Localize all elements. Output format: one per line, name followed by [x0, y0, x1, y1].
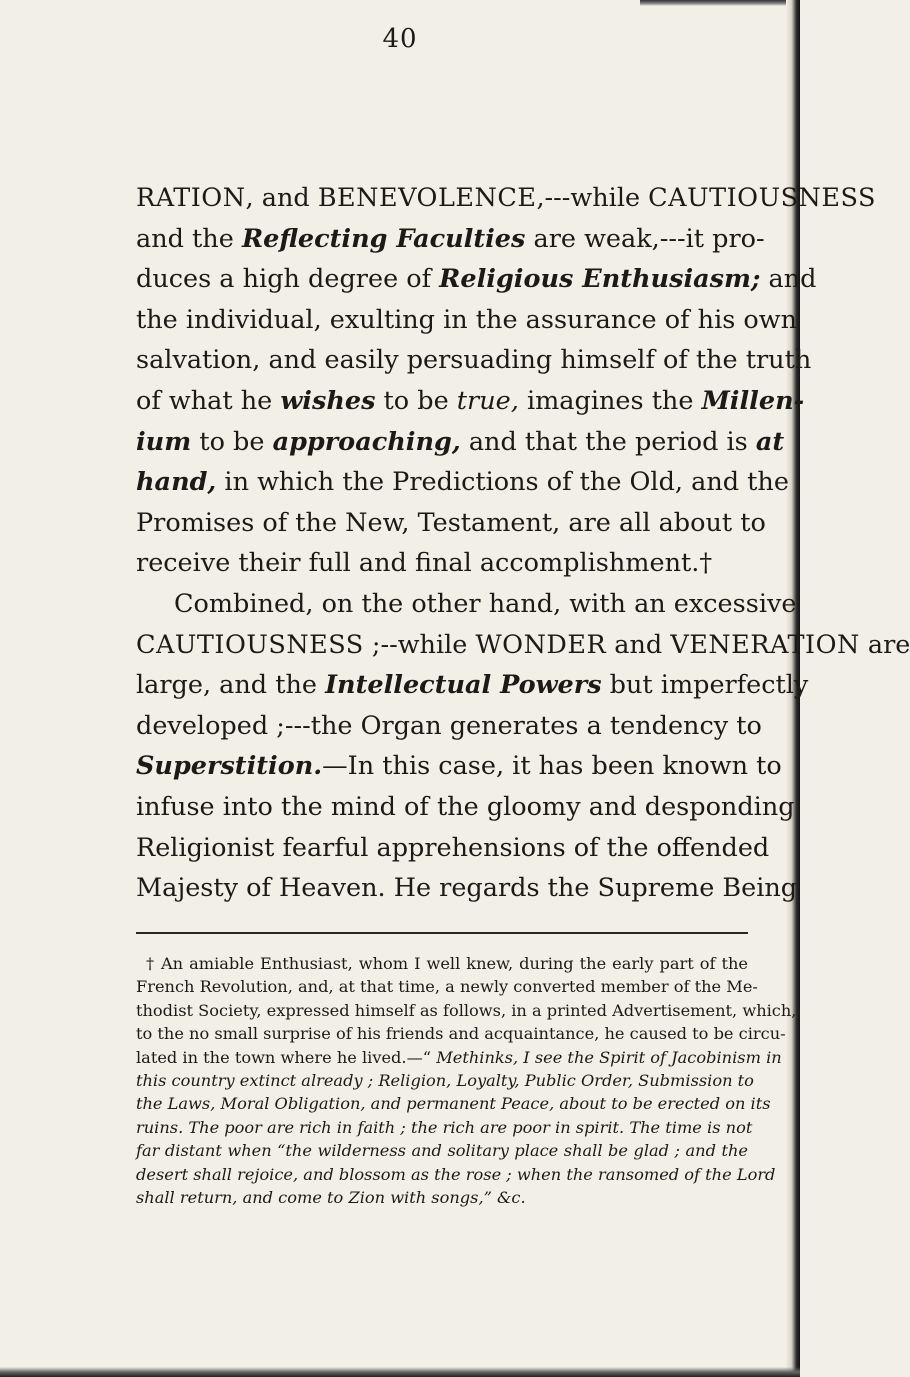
- text-run: developed ;---the Organ generates a tendency to: [136, 710, 762, 741]
- text-run: but imperfectly: [601, 670, 809, 701]
- text-run: ;--while: [363, 629, 476, 660]
- footnote-line: [136, 1022, 786, 1045]
- footnote-line: [136, 952, 748, 975]
- footnote-line: [136, 975, 758, 998]
- text-line: [136, 625, 910, 666]
- text-run: salvation, and easily persuading himself of the truth: [136, 345, 812, 376]
- text-run: to the no small surprise of his friends and acquaintance, he caused to be circu-: [136, 1024, 786, 1044]
- text-run: ,---while: [536, 183, 649, 213]
- text-line: [136, 543, 748, 584]
- text-run: hand,: [136, 467, 217, 498]
- text-run: RATION: [136, 183, 246, 213]
- main-text: [136, 178, 910, 909]
- text-line: [136, 665, 809, 706]
- text-line: [136, 422, 785, 463]
- text-line: [136, 584, 797, 625]
- footnote-line: [136, 1092, 771, 1115]
- footnote-rule: [136, 932, 748, 934]
- text-line: [136, 787, 795, 828]
- text-run: the individual, exulting in the assurance of his own: [136, 304, 798, 335]
- text-line: [136, 259, 817, 300]
- text-run: true,: [456, 385, 519, 416]
- text-run: CAUTIOUSNESS: [136, 629, 364, 660]
- text-run: and: [760, 264, 817, 295]
- text-run: Promises of the New, Testament, are all about to: [136, 507, 766, 538]
- text-run: shall return, and come to Zion with songs,”: [136, 1188, 492, 1208]
- footnote-line: [136, 1163, 776, 1186]
- footnote-line: [136, 1116, 753, 1139]
- text-run: ium: [136, 426, 192, 457]
- text-run: duces a high degree of: [136, 264, 440, 295]
- text-run: Combined, on the other hand, with an excessive: [174, 588, 797, 619]
- text-line: [136, 868, 798, 909]
- text-line: [136, 219, 765, 260]
- text-run: BENEVOLENCE: [317, 183, 537, 213]
- text-run: VENERATION: [670, 629, 860, 660]
- text-line: [136, 178, 876, 219]
- page-number: 40: [382, 24, 418, 54]
- text-run: receive their full and final accomplishment.†: [136, 548, 713, 579]
- page-edge-top: [640, 0, 800, 6]
- footnote-line: [136, 999, 797, 1022]
- text-run: at: [755, 426, 785, 457]
- text-run: imagines the: [518, 385, 702, 416]
- text-run: Millen-: [701, 385, 805, 416]
- text-run: large, and the: [136, 670, 326, 701]
- footnote-line: [136, 1139, 748, 1162]
- text-line: [136, 746, 782, 787]
- text-run: Majesty of Heaven. He regards the Supreme Being: [136, 873, 798, 904]
- text-run: of what he: [136, 385, 281, 416]
- text-run: and that the period is: [460, 426, 756, 457]
- text-run: wishes: [280, 385, 376, 416]
- text-run: French Revolution, and, at that time, a newly converted member of the Me-: [136, 977, 758, 997]
- text-run: WONDER: [475, 629, 607, 660]
- text-run: and the: [136, 223, 242, 254]
- text-line: [136, 300, 798, 341]
- text-line: [136, 340, 812, 381]
- text-run: are: [859, 629, 910, 660]
- text-run: far distant when “the wilderness and solitary place shall be glad ; and the: [136, 1141, 748, 1161]
- text-run: ruins. The poor are rich in faith ; the rich are poor in spirit. The time is not: [136, 1117, 753, 1137]
- text-run: , and: [245, 183, 318, 213]
- text-run: Religionist fearful apprehensions of the offended: [136, 832, 770, 863]
- text-run: thodist Society, expressed himself as follows, in a printed Advertisement, which,: [136, 1000, 797, 1020]
- text-line: [136, 828, 770, 869]
- footnote-line: [136, 1186, 748, 1209]
- text-run: Methinks, I see the Spirit of Jacobinism in: [436, 1047, 782, 1067]
- page-edge-bottom: [0, 1367, 800, 1377]
- text-run: Superstition.: [136, 751, 323, 782]
- text-line: [136, 503, 766, 544]
- footnote-line: [136, 1069, 754, 1092]
- text-line: [136, 381, 805, 422]
- text-run: and: [606, 629, 671, 660]
- text-run: &c.: [491, 1188, 526, 1208]
- text-run: lated in the town where he lived.—“: [136, 1047, 437, 1067]
- text-run: Religious Enthusiasm;: [439, 264, 761, 295]
- text-run: this country extinct already ; Religion, Loyalty, Public Order, Submission to: [136, 1071, 754, 1091]
- text-run: in which the Predictions of the Old, and the: [216, 467, 789, 498]
- text-line: [136, 462, 789, 503]
- text-run: Reflecting Faculties: [241, 223, 526, 254]
- footnote: [136, 952, 797, 1209]
- text-run: approaching,: [272, 426, 461, 457]
- text-run: to be: [375, 385, 457, 416]
- text-run: desert shall rejoice, and blossom as the rose ; when the ransomed of the Lord: [136, 1164, 776, 1184]
- text-line: [136, 706, 762, 747]
- text-run: CAUTIOUSNESS: [648, 183, 876, 213]
- text-run: † An amiable Enthusiast, whom I well knew, during the early part of the: [146, 954, 748, 973]
- text-run: the Laws, Moral Obligation, and permanent Peace, about to be erected on its: [136, 1094, 771, 1114]
- text-run: —In this case, it has been known to: [322, 751, 782, 782]
- text-run: are weak,---it pro-: [525, 223, 765, 254]
- footnote-line: [136, 1046, 782, 1069]
- text-run: infuse into the mind of the gloomy and desponding: [136, 791, 795, 822]
- text-run: to be: [191, 426, 273, 457]
- text-run: Intellectual Powers: [325, 670, 602, 701]
